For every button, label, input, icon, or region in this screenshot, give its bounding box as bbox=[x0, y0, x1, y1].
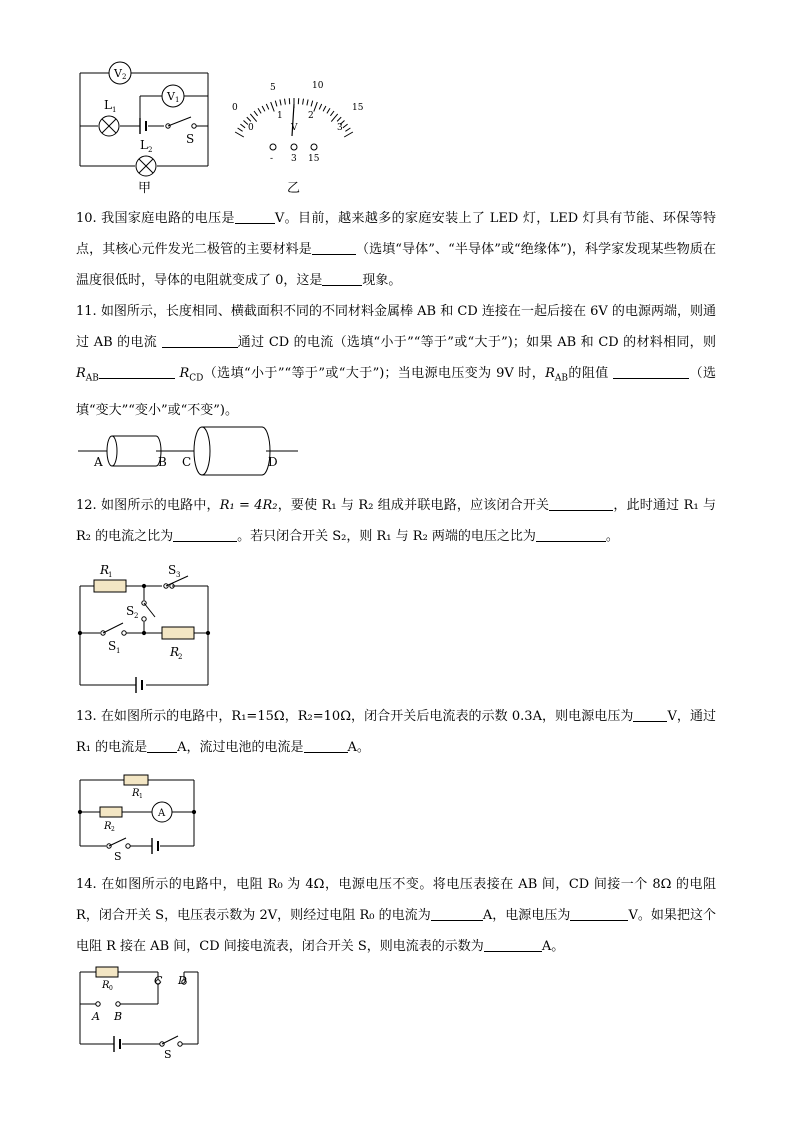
dial-tick bbox=[250, 114, 256, 122]
v2-label: V bbox=[114, 67, 122, 80]
dial-tick bbox=[330, 111, 334, 116]
circuit-figure-jia bbox=[76, 60, 216, 200]
q14-text-4: A。 bbox=[541, 939, 565, 954]
q12-text-2: ，要使 R₁ 与 R₂ 组成并联电路，应该闭合开关 bbox=[277, 498, 550, 513]
q14-blank-2[interactable] bbox=[570, 906, 628, 921]
terminal-3: 3 bbox=[291, 154, 297, 164]
q13-text-1: 13. 在如图所示的电路中，R₁=15Ω，R₂=10Ω，闭合开关后电流表的示数 0.3A，则电源电压为 bbox=[76, 709, 634, 724]
dial-tick bbox=[311, 101, 313, 107]
q14-text-2: A，电源电压为 bbox=[482, 908, 571, 923]
dial-tick bbox=[337, 117, 341, 121]
q12-blank-2[interactable] bbox=[173, 527, 237, 542]
dial-tick bbox=[271, 102, 275, 111]
l2-label: L bbox=[140, 138, 148, 152]
q10-text-3: （选填“导体”、“半导体”或“绝缘体”)，科学家发现某些物质在温度很低时，导体的电阻就变成了 0，这是 bbox=[76, 242, 716, 288]
scale-bottom-2: 2 bbox=[308, 111, 314, 121]
r0-sub: 0 bbox=[109, 985, 113, 992]
s1-label: S bbox=[108, 639, 117, 653]
q11-text-1: 11. 如图所示，长度相同、横截面积不同的不同材料金属棒 AB 和 CD 连接在一起后接在 6V 的电源两端，则通过 AB 的电流 bbox=[76, 304, 716, 350]
dial-tick bbox=[314, 102, 318, 111]
s2-sub: 2 bbox=[134, 612, 139, 620]
circuit-figure-q14 bbox=[76, 962, 206, 1062]
circuit-figure-q12 bbox=[76, 560, 216, 696]
q12-text-4: 。若只闭合开关 S₂，则 R₁ 与 R₂ 两端的电压之比为 bbox=[237, 529, 536, 544]
dial-tick bbox=[285, 99, 286, 105]
q13-text-4: A。 bbox=[347, 740, 370, 755]
dial-tick bbox=[258, 108, 261, 113]
dial-tick bbox=[345, 128, 350, 131]
q11-blank-1[interactable] bbox=[162, 333, 238, 348]
q11-blank-3[interactable] bbox=[613, 364, 689, 379]
terminal-neg: - bbox=[270, 154, 274, 164]
rod-label-b: B bbox=[158, 455, 167, 469]
q11-text-5: （选填“变大”“变小”或“不变”)。 bbox=[76, 366, 716, 418]
terminal-a: A bbox=[92, 1010, 100, 1023]
dial-tick bbox=[303, 99, 304, 105]
dial-tick bbox=[344, 132, 353, 137]
scale-top-15: 15 bbox=[352, 103, 364, 113]
q11-blank-2[interactable] bbox=[99, 364, 175, 379]
rod-label-c: C bbox=[182, 455, 192, 469]
terminal-b: B bbox=[114, 1010, 123, 1023]
dial-tick bbox=[319, 104, 322, 110]
dial-tick bbox=[235, 132, 244, 137]
q10-blank-1[interactable] bbox=[235, 209, 275, 224]
scale-bottom-3: 3 bbox=[337, 123, 343, 133]
q12-text-3: ，此时通过 R₁ 与 R₂ 的电流之比为 bbox=[76, 498, 716, 544]
q11-rab-2-sub: AB bbox=[554, 373, 569, 384]
r2-sub: 2 bbox=[111, 826, 115, 833]
r0-label: R bbox=[102, 980, 110, 991]
s3-label: S bbox=[168, 563, 177, 577]
q12-text-1: 12. 如图所示的电路中， bbox=[76, 498, 220, 513]
s3-sub: 3 bbox=[176, 571, 181, 579]
q14-blank-3[interactable] bbox=[484, 937, 542, 952]
metal-rods-figure bbox=[76, 423, 306, 473]
v2-sub: 2 bbox=[122, 73, 127, 81]
q10-text-2: V。目前，越来越多的家庭安装上了 LED 灯，LED 灯具有节能、环保等特点，其核心元件发光二极管的主要材料是 bbox=[76, 211, 716, 257]
q13-blank-2[interactable] bbox=[147, 738, 177, 753]
r1-label: R bbox=[100, 563, 110, 577]
scale-top-5: 5 bbox=[270, 83, 276, 93]
rod-label-a: A bbox=[94, 455, 103, 469]
dial-tick bbox=[238, 128, 243, 131]
s1-sub: 1 bbox=[116, 647, 121, 655]
r2-label: R bbox=[170, 645, 180, 659]
q12-formula: R₁ = 4R₂ bbox=[219, 498, 278, 513]
dial-tick bbox=[254, 111, 258, 116]
v1-sub: 1 bbox=[175, 96, 180, 104]
question-10 bbox=[76, 203, 716, 296]
l1-sub: 1 bbox=[112, 106, 117, 114]
r1-label: R bbox=[132, 788, 140, 799]
question-14 bbox=[76, 869, 716, 962]
dial-tick bbox=[323, 106, 326, 111]
q10-blank-3[interactable] bbox=[322, 271, 362, 286]
r1-sub: 1 bbox=[139, 793, 143, 800]
ammeter-label: A bbox=[158, 808, 166, 819]
l2-sub: 2 bbox=[148, 146, 153, 154]
scale-bottom-1: 1 bbox=[277, 111, 283, 121]
dial-tick bbox=[327, 108, 330, 113]
q13-text-2: V，通过 R₁ 的电流是 bbox=[76, 709, 716, 755]
r1-sub: 1 bbox=[108, 571, 113, 579]
circuit-figure-q13 bbox=[76, 770, 200, 864]
q14-text-3: V。如果把这个电阻 R 接在 AB 间，CD 间接电流表，闭合开关 S，则电流表的示数为 bbox=[76, 908, 717, 954]
rod-label-d: D bbox=[268, 455, 278, 469]
r2-label: R bbox=[104, 821, 112, 832]
switch-label: S bbox=[186, 132, 195, 146]
q10-blank-2[interactable] bbox=[312, 240, 356, 255]
q12-text-5: 。 bbox=[605, 529, 619, 544]
s2-label: S bbox=[126, 604, 135, 618]
voltmeter-dial-figure bbox=[228, 74, 368, 200]
q11-rab: R bbox=[76, 366, 86, 381]
dial-tick bbox=[307, 100, 308, 106]
dial-tick bbox=[280, 100, 281, 106]
r2-sub: 2 bbox=[178, 653, 183, 661]
question-12 bbox=[76, 490, 716, 552]
question-13 bbox=[76, 701, 716, 763]
l1-label: L bbox=[104, 98, 112, 112]
switch-label: S bbox=[164, 1048, 172, 1061]
q11-rcd-sub: CD bbox=[189, 373, 204, 384]
dial-tick bbox=[275, 101, 277, 107]
switch-label: S bbox=[114, 850, 122, 863]
q12-blank-3[interactable] bbox=[536, 527, 606, 542]
q11-rab-sub: AB bbox=[85, 373, 99, 384]
q14-blank-1[interactable] bbox=[431, 906, 483, 921]
q11-text-3: （选填“小于”“等于”或“大于”)；当电源电压变为 9V 时， bbox=[203, 366, 546, 381]
terminal-15: 15 bbox=[308, 154, 320, 164]
dial-tick bbox=[266, 104, 269, 110]
q14-text-1: 14. 在如图所示的电路中，电阻 R₀ 为 4Ω，电源电压不变。将电压表接在 AB 间，CD 间接一个 8Ω 的电阻 R，闭合开关 S，电压表示数为 2V，则经过电阻 R₀ 的电流为 bbox=[76, 877, 716, 923]
q13-text-3: A，流过电池的电流是 bbox=[177, 740, 304, 755]
jia-caption: 甲 bbox=[138, 181, 152, 196]
yi-caption: 乙 bbox=[287, 181, 301, 196]
dial-tick bbox=[240, 124, 245, 128]
terminal-c: C bbox=[154, 974, 163, 987]
dial-tick bbox=[247, 117, 251, 121]
dial-tick bbox=[331, 114, 337, 122]
scale-top-0: 0 bbox=[232, 103, 238, 113]
q12-blank-1[interactable] bbox=[549, 496, 613, 511]
q13-blank-1[interactable] bbox=[633, 707, 667, 722]
question-11 bbox=[76, 296, 716, 426]
v1-label: V bbox=[167, 90, 175, 103]
terminal-d: D bbox=[178, 974, 187, 987]
q11-rab-2: R bbox=[545, 366, 555, 381]
q11-rcd: R bbox=[179, 366, 190, 381]
scale-top-10: 10 bbox=[312, 81, 324, 91]
dial-tick bbox=[262, 106, 265, 111]
q11-text-4: 的阻值 bbox=[568, 366, 614, 381]
q13-blank-3[interactable] bbox=[304, 738, 348, 753]
q11-text-2: 通过 CD 的电流（选填“小于”“等于”或“大于”)；如果 AB 和 CD 的材料相同，则 bbox=[237, 335, 716, 350]
scale-bottom-0: 0 bbox=[248, 123, 254, 133]
q10-text-1: 10. 我国家庭电路的电压是 bbox=[76, 211, 235, 226]
dial-unit: V bbox=[291, 123, 298, 133]
dial-tick bbox=[343, 124, 348, 128]
q10-text-4: 现象。 bbox=[362, 273, 402, 288]
